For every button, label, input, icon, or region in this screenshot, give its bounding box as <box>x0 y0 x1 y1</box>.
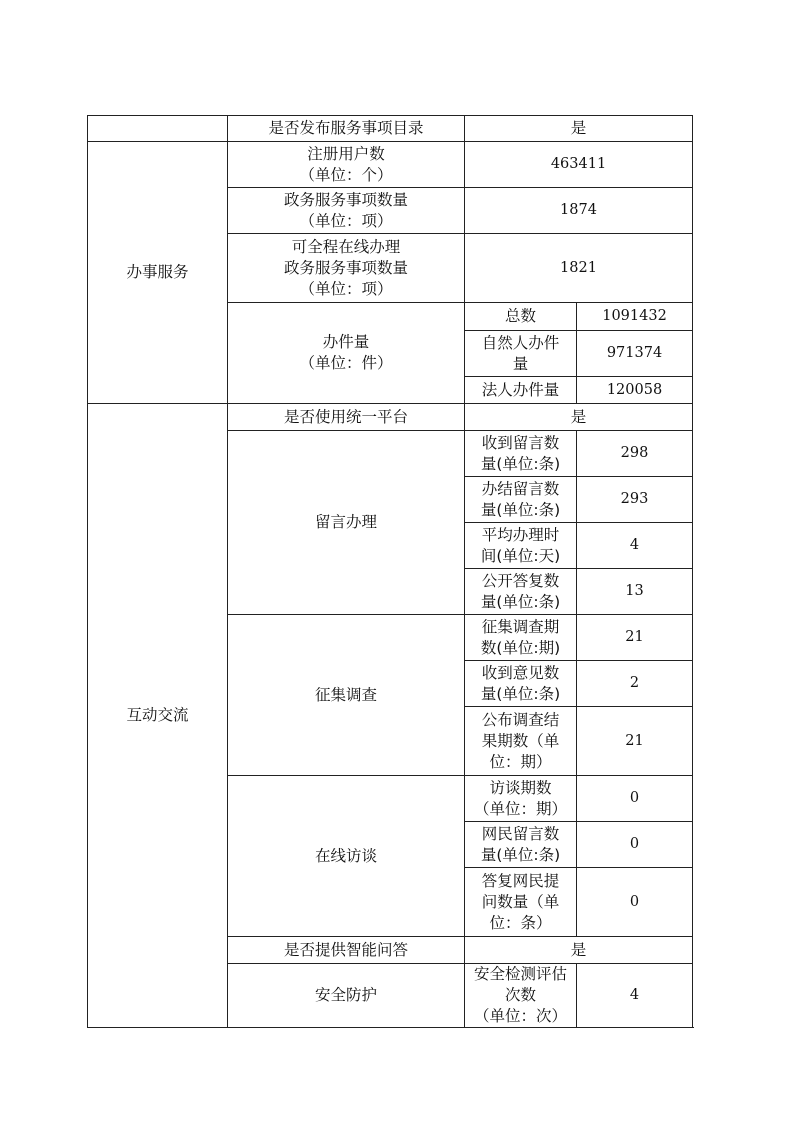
sub-item-value: 4 <box>577 523 693 569</box>
sub-item-label: 征集调查期 数(单位:期) <box>465 615 577 661</box>
sub-item-value: 0 <box>577 776 693 822</box>
category-interaction: 互动交流 <box>88 404 228 1028</box>
sub-item-label: 访谈期数 （单位：期） <box>465 776 577 822</box>
sub-item-value: 13 <box>577 569 693 615</box>
item-value: 是 <box>465 937 693 964</box>
table-row <box>88 142 693 188</box>
item-label: 征集调查 <box>228 615 465 776</box>
sub-item-label: 收到留言数 量(单位:条) <box>465 431 577 477</box>
sub-item-label: 平均办理时 间(单位:天) <box>465 523 577 569</box>
item-value: 是 <box>465 116 693 142</box>
category-security: 安全防护 <box>228 964 465 1028</box>
sub-item-value: 21 <box>577 615 693 661</box>
sub-item-label: 公开答复数 量(单位:条) <box>465 569 577 615</box>
item-label: 是否发布服务事项目录 <box>228 116 465 142</box>
item-label: 留言办理 <box>228 431 465 615</box>
item-label: 安全检测评估次数 （单位：次） <box>465 964 577 1028</box>
item-label: 办件量 （单位：件） <box>228 303 465 404</box>
sub-item-value: 120058 <box>577 377 693 404</box>
item-value: 是 <box>465 404 693 431</box>
item-label: 在线访谈 <box>228 776 465 937</box>
sub-item-value: 2 <box>577 661 693 707</box>
sub-item-value: 0 <box>577 822 693 868</box>
sub-item-value: 1091432 <box>577 303 693 331</box>
blank-cell <box>88 116 228 142</box>
sub-item-label: 收到意见数 量(单位:条) <box>465 661 577 707</box>
sub-item-label: 自然人办件 量 <box>465 331 577 377</box>
sub-item-value: 0 <box>577 868 693 937</box>
sub-item-label: 答复网民提 问数量（单 位：条） <box>465 868 577 937</box>
item-label: 是否使用统一平台 <box>228 404 465 431</box>
government-website-stats-table <box>87 115 693 1028</box>
item-value: 1874 <box>465 188 693 234</box>
sub-item-label: 办结留言数 量(单位:条) <box>465 477 577 523</box>
item-label: 可全程在线办理 政务服务事项数量 （单位：项） <box>228 234 465 303</box>
category-office-service: 办事服务 <box>88 142 228 404</box>
item-label: 注册用户数 （单位：个） <box>228 142 465 188</box>
sub-item-label: 总数 <box>465 303 577 331</box>
item-label: 是否提供智能问答 <box>228 937 465 964</box>
sub-item-label: 法人办件量 <box>465 377 577 404</box>
sub-item-label: 网民留言数 量(单位:条) <box>465 822 577 868</box>
item-value: 1821 <box>465 234 693 303</box>
item-value: 4 <box>577 964 693 1028</box>
table-row <box>88 116 693 142</box>
item-value: 463411 <box>465 142 693 188</box>
item-label: 政务服务事项数量 （单位：项） <box>228 188 465 234</box>
sub-item-value: 21 <box>577 707 693 776</box>
sub-item-value: 971374 <box>577 331 693 377</box>
sub-item-value: 293 <box>577 477 693 523</box>
sub-item-label: 公布调查结 果期数（单 位：期） <box>465 707 577 776</box>
table-row <box>88 404 693 431</box>
sub-item-value: 298 <box>577 431 693 477</box>
